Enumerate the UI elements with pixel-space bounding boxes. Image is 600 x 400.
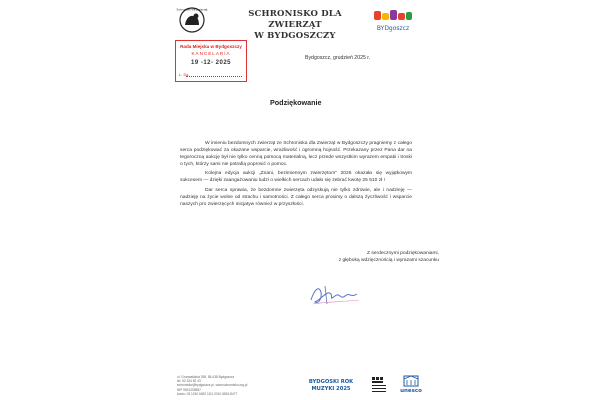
closing — [269, 250, 439, 264]
footer-line: konto: 03 1240 6452 1111 0010 6815 8477 — [177, 391, 238, 396]
signature-icon — [305, 280, 365, 310]
stamp-label: L. Dz. — [179, 72, 190, 77]
city-of-music-logo — [370, 375, 390, 395]
unesco-logo — [398, 375, 424, 395]
svg-text:MUZYKI 2025: MUZYKI 2025 — [311, 386, 351, 392]
paragraph-3: Dar serca sprawia, że bezdomne zwierzęta odzyskują nie tylko zdrowie, ale i nadzieję — nadzieję na życie wolne od strachu i samotności. Z całego serca prosimy o dalszą życzliwość i wsparcie naszych pro zwierzęcych inicjatyw również w przyszłości. — [180, 187, 412, 207]
footer-line: NIP 9531209587 — [177, 387, 201, 392]
footer-contact — [177, 375, 247, 396]
registry-stamp — [175, 40, 247, 82]
stamp-line1: Rada Miejska w Bydgoszczy — [180, 44, 242, 49]
bydgoszcz-city-logo — [370, 9, 416, 35]
closing-line2: z głęboką wdzięcznością i wyrazami szacunku — [338, 258, 439, 264]
letter-heading: Podziękowanie — [270, 98, 322, 107]
footer-line: tel. 52 324 62 43 — [177, 379, 201, 384]
svg-text:unesco: unesco — [400, 388, 422, 394]
stamp-line2: KANCELARIA — [191, 51, 231, 56]
footer-line: schronisko@bydgoszcz.pl, www.schronisko.org.pl — [177, 383, 248, 388]
organization-title — [230, 9, 360, 42]
letter-body — [180, 140, 412, 210]
svg-text:Schronisko dla Zwierząt: Schronisko dla Zwierząt — [176, 8, 208, 12]
year-of-music-logo — [308, 375, 354, 395]
svg-text:BYDGOSKI ROK: BYDGOSKI ROK — [308, 379, 354, 385]
place-date: Bydgoszcz, grudzień 2025 r. — [305, 55, 371, 61]
org-title-line2: W BYDGOSZCZY — [254, 31, 336, 41]
svg-text:BYDgoszcz: BYDgoszcz — [376, 25, 410, 32]
paragraph-2: Kolejna edycja aukcji „Znani, bezimiennym zwierzętom" 2025 okazała się wyjątkowym sukcesem — dzięki zaangażowaniu ludzi o wielkich sercach udało się zebrać kwotę 25 510 zł ! — [180, 171, 412, 184]
closing-line1: Z serdecznymi podziękowaniami, — [366, 251, 439, 256]
stamp-dotted-line — [186, 76, 242, 77]
org-title-line1: SCHRONISKO DLA ZWIERZĄT — [248, 9, 342, 30]
paragraph-1: W imieniu bezdomnych zwierząt ze Schroniska dla Zwierząt w Bydgoszczy pragniemy z całego serca podziękować za okazane wsparcie, wrażliwość i ogromną hojność. Przekazany przez Pana dar na tegoroczną aukcję był nie tylko cenną pomocą materialną, lecz przede wszystkim wyrazem empatii i troski o tych, którzy sami nie potrafią poprosić o pomoc. — [180, 141, 412, 168]
footer-line: ul. Grunwaldzka 298, 85-438 Bydgoszcz — [177, 375, 235, 379]
stamp-date: 19 -12- 2025 — [190, 60, 232, 66]
shelter-emblem-icon — [172, 6, 212, 34]
